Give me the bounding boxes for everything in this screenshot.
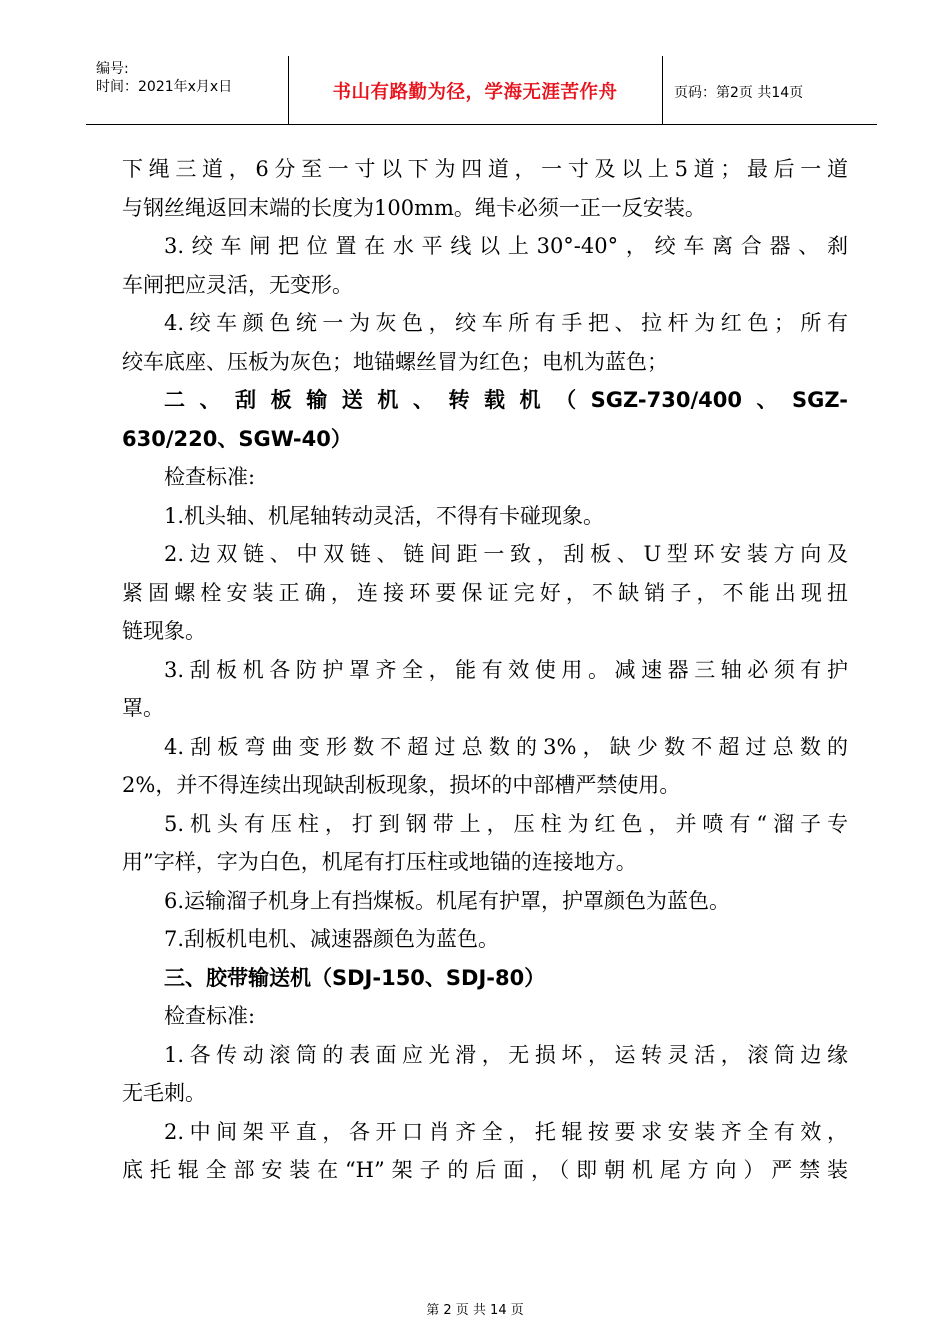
text-line: 3.刮板机各防护罩齐全，能有效使用。减速器三轴必须有护 <box>164 657 848 682</box>
document-body <box>122 150 848 1190</box>
time-label: 时间：2021年x月x日 <box>96 79 233 95</box>
section-heading: 三、胶带输送机（SDJ-150、SDJ-80） <box>164 965 546 990</box>
text-line: 4.绞车颜色统一为灰色，绞车所有手把、拉杆为红色；所有 <box>164 311 848 335</box>
section-heading: 二、刮板输送机、转载机（SGZ-730/400、SGZ- <box>164 388 848 412</box>
header-motto: 书山有路勤为径，学海无涯苦作舟 <box>332 82 618 103</box>
text-line: 检查标准: <box>164 465 256 489</box>
header-divider <box>662 56 663 125</box>
text-line: 车闸把应灵活，无变形。 <box>122 272 353 297</box>
section-heading: 630/220、SGW-40） <box>122 426 352 451</box>
page-footer: 第 2 页 共 14 页 <box>426 1303 524 1318</box>
text-line: 绞车底座、压板为灰色；地锚螺丝冒为红色；电机为蓝色； <box>122 349 668 374</box>
text-line: 6.运输溜子机身上有挡煤板。机尾有护罩，护罩颜色为蓝色。 <box>164 888 731 913</box>
text-line: 5.机头有压柱，打到钢带上，压柱为红色，并喷有“溜子专 <box>164 811 848 836</box>
text-line: 3.绞车闸把位置在水平线以上30°-40°，绞车离合器、刹 <box>164 234 848 258</box>
header-page-info: 页码：第2页 共14页 <box>674 85 804 101</box>
text-line: 2.中间架平直，各开口肖齐全，托辊按要求安装齐全有效， <box>164 1119 848 1144</box>
text-line: 罩。 <box>122 696 164 720</box>
text-line: 底托辊全部安装在“H”架子的后面，（即朝机尾方向）严禁装 <box>122 1158 848 1182</box>
text-line: 无毛刺。 <box>122 1081 206 1105</box>
text-line: 与钢丝绳返回末端的长度为100mm。绳卡必须一正一反安装。 <box>122 195 706 220</box>
page-header <box>86 56 877 125</box>
text-line: 用”字样，字为白色，机尾有打压柱或地锚的连接地方。 <box>122 850 637 874</box>
text-line: 链现象。 <box>122 619 206 643</box>
number-label: 编号: <box>96 61 129 77</box>
text-line: 7.刮板机电机、减速器颜色为蓝色。 <box>164 927 500 951</box>
text-line: 1.各传动滚筒的表面应光滑，无损坏，运转灵活，滚筒边缘 <box>164 1042 848 1067</box>
header-rule <box>86 124 877 125</box>
text-line: 2%，并不得连续出现缺刮板现象，损坏的中部槽严禁使用。 <box>122 773 681 797</box>
text-line: 下绳三道，6分至一寸以下为四道，一寸及以上5道；最后一道 <box>122 157 848 181</box>
text-line: 1.机头轴、机尾轴转动灵活，不得有卡碰现象。 <box>164 503 605 528</box>
text-line: 2.边双链、中双链、链间距一致，刮板、U型环安装方向及 <box>164 542 848 566</box>
text-line: 4.刮板弯曲变形数不超过总数的3%，缺少数不超过总数的 <box>164 734 848 759</box>
header-meta <box>96 60 232 96</box>
text-line: 紧固螺栓安装正确，连接环要保证完好，不缺销子，不能出现扭 <box>122 580 848 605</box>
text-line: 检查标准: <box>164 1004 256 1028</box>
